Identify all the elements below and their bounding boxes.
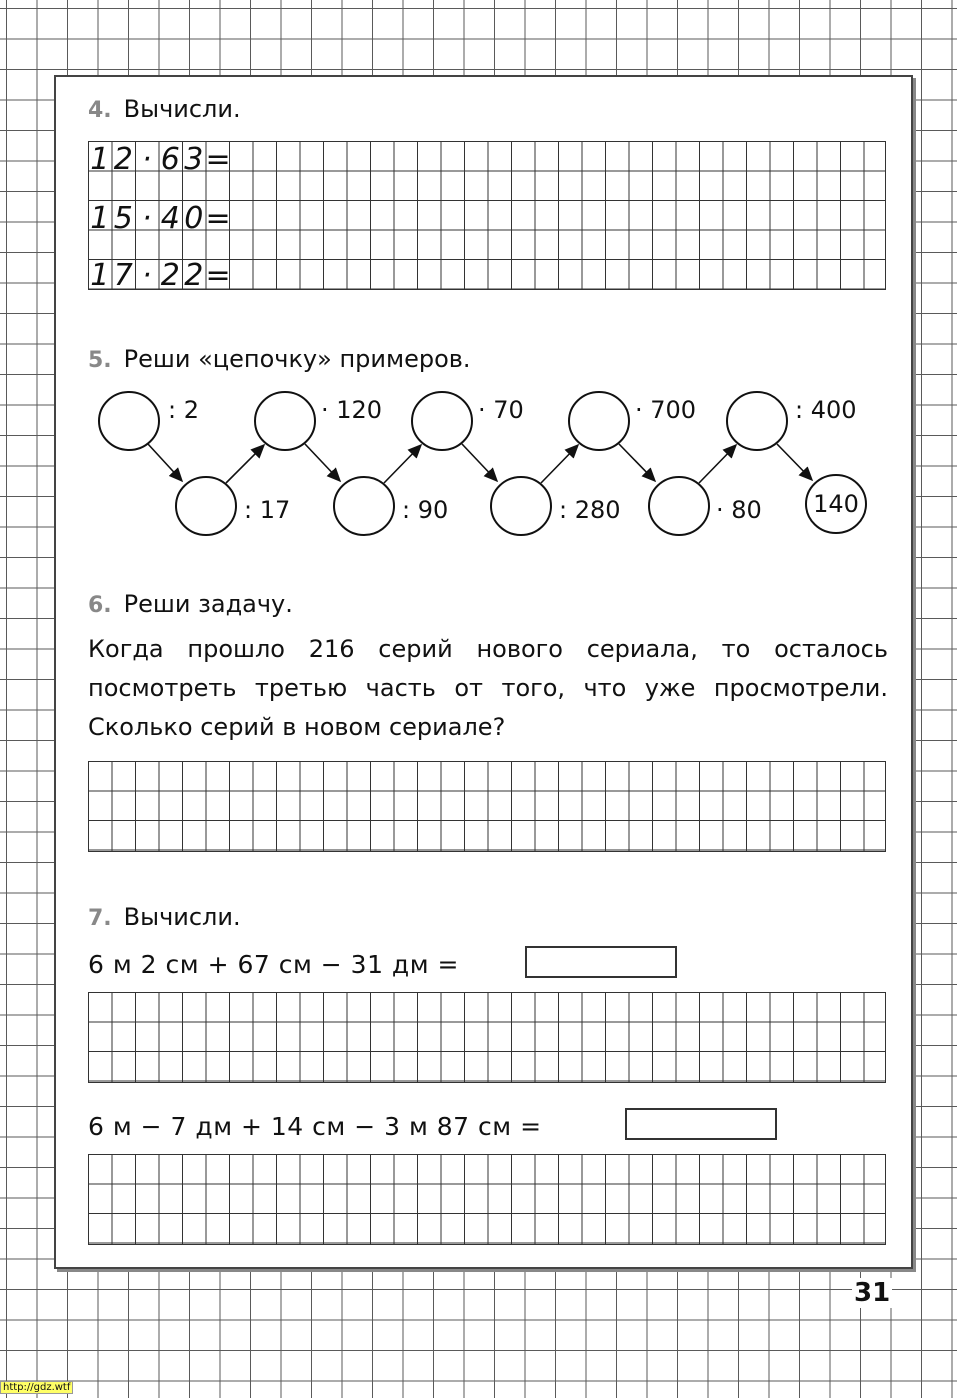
task-4-number: 4.	[88, 98, 112, 123]
chain-circle-5[interactable]	[412, 392, 472, 450]
chain-arrow-3	[305, 444, 340, 481]
chain-arrow-5	[462, 444, 497, 481]
chain-circle-7[interactable]	[569, 392, 629, 450]
chain-circle-8[interactable]	[649, 477, 709, 535]
chain-diagram	[0, 0, 957, 560]
task-7-answer-box-1[interactable]	[525, 946, 677, 978]
task-7-grid-1[interactable]	[88, 992, 886, 1083]
task-7-answer-box-2[interactable]	[625, 1108, 777, 1140]
chain-arrow-2	[226, 445, 264, 483]
op-top-1: : 2	[168, 396, 199, 424]
chain-arrow-7	[619, 444, 655, 481]
task-4-row-2: 1 5 · 4 0=	[90, 201, 231, 236]
op-bottom-2: : 90	[402, 496, 449, 524]
task-7-expression-2: 6 м − 7 дм + 14 см − 3 м 87 см =	[88, 1112, 542, 1141]
chain-arrow-6	[541, 445, 578, 483]
chain-arrow-4	[384, 445, 421, 483]
op-bottom-4: · 80	[716, 496, 762, 524]
task-6-title: Реши задачу.	[123, 590, 293, 618]
task-7-expression-1: 6 м 2 см + 67 см − 31 дм =	[88, 950, 459, 979]
task-7-heading	[88, 903, 241, 931]
task-5-number: 5.	[88, 348, 112, 373]
chain-circle-2[interactable]	[176, 477, 236, 535]
chain-circle-6[interactable]	[491, 477, 551, 535]
task-4-row-1: 1 2 · 6 3=	[90, 142, 231, 177]
watermark-link[interactable]: http://gdz.wtf	[0, 1381, 73, 1394]
chain-circle-1[interactable]	[99, 392, 159, 450]
task-7-grid-2[interactable]	[88, 1154, 886, 1245]
op-top-3: · 70	[478, 396, 524, 424]
final-value: 140	[813, 490, 859, 518]
task-4-title: Вычисли.	[123, 95, 241, 123]
chain-circle-9[interactable]	[727, 392, 787, 450]
task-7-title: Вычисли.	[123, 903, 241, 931]
task-5-title: Реши «цепочку» примеров.	[123, 345, 471, 373]
chain-arrow-1	[148, 444, 182, 481]
op-top-4: · 700	[635, 396, 697, 424]
chain-circle-4[interactable]	[334, 477, 394, 535]
task-6-grid[interactable]	[88, 761, 886, 852]
op-bottom-3: : 280	[559, 496, 621, 524]
op-top-2: · 120	[321, 396, 383, 424]
chain-arrow-9	[777, 444, 812, 480]
op-top-5: : 400	[795, 396, 857, 424]
chain-circle-3[interactable]	[255, 392, 315, 450]
task-6-problem-text: Когда прошло 216 серий нового сериала, то осталось посмотреть третью часть от того, что уже просмотрели. Сколько серий в новом сериале?	[88, 635, 888, 741]
op-bottom-1: : 17	[244, 496, 291, 524]
task-7-number: 7.	[88, 906, 112, 931]
chain-arrow-8	[699, 445, 736, 483]
task-4-row-3: 1 7 · 2 2=	[90, 258, 231, 293]
task-6-heading	[88, 590, 293, 618]
task-6-number: 6.	[88, 593, 112, 618]
page-number: 31	[854, 1278, 891, 1308]
